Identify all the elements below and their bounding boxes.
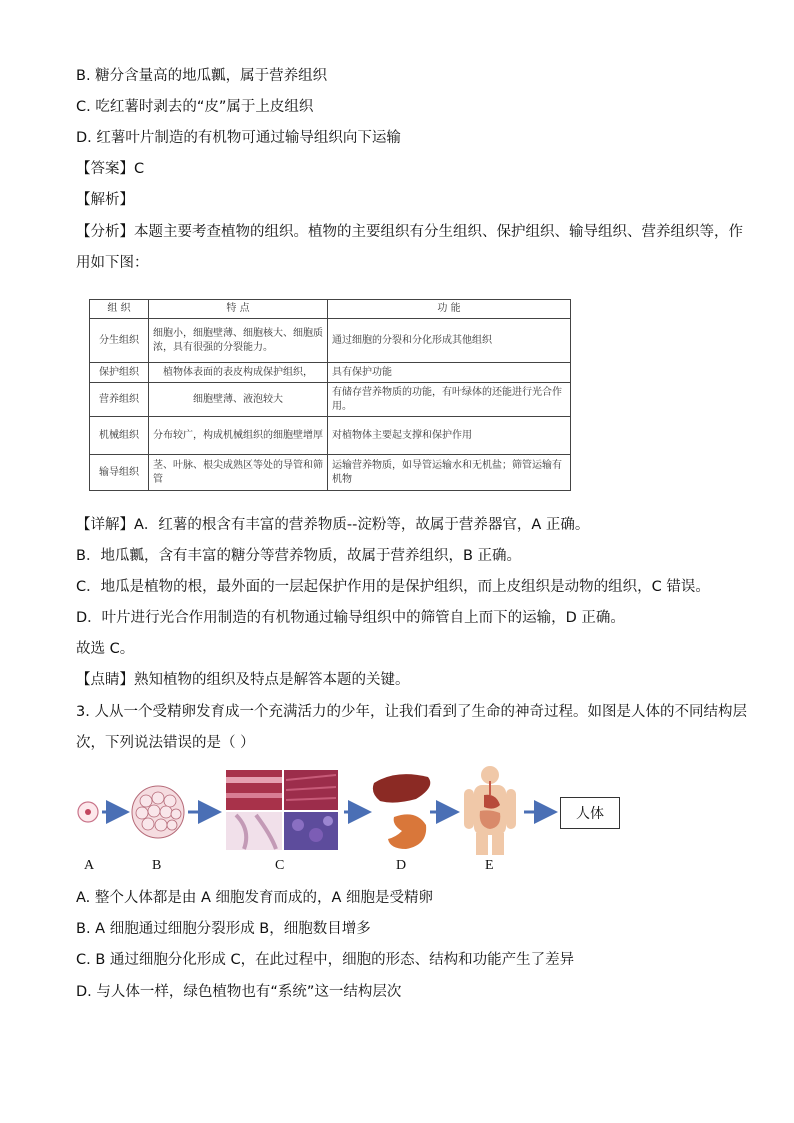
- table-row: [90, 455, 571, 491]
- analysis-line-1: 【分析】本题主要考查植物的组织。植物的主要组织有分生组织、保护组织、输导组织、营养组织等，作: [76, 224, 743, 240]
- table-cell: 机械组织: [90, 417, 149, 455]
- q3-option-d: D. 与人体一样，绿色植物也有“系统”这一结构层次: [76, 984, 402, 1000]
- label-b: B: [152, 858, 162, 873]
- q3-option-a: A. 整个人体都是由 A 细胞发育而成的，A 细胞是受精卵: [76, 890, 434, 906]
- option-d: D. 红薯叶片制造的有机物可通过输导组织向下运输: [76, 130, 401, 146]
- table-cell: 有储存营养物质的功能，有叶绿体的还能进行光合作用。: [328, 383, 571, 417]
- label-d: D: [396, 858, 407, 873]
- table-cell: 保护组织: [90, 363, 149, 383]
- table-cell: 植物体表面的表皮构成保护组织，: [149, 363, 328, 383]
- table-cell: 具有保护功能: [328, 363, 571, 383]
- cell-cluster: [132, 786, 184, 838]
- table-row: [90, 383, 571, 417]
- detail-c: C．地瓜是植物的根，最外面的一层起保护作用的是保护组织，而上皮组织是动物的组织，C 错误。: [76, 579, 710, 595]
- table-cell: 分布较广，构成机械组织的细胞壁增厚: [149, 417, 328, 455]
- detail-b: B．地瓜瓤，含有丰富的糖分等营养物质，故属于营养组织，B 正确。: [76, 548, 522, 564]
- table-cell: 对植物体主要起支撑和保护作用: [328, 417, 571, 455]
- structure-levels-diagram: [76, 765, 636, 875]
- table-header-feature: 特 点: [149, 300, 328, 319]
- detail-a: 【详解】A．红薯的根含有丰富的营养物质--淀粉等，故属于营养器官，A 正确。: [76, 517, 590, 533]
- table-cell: 细胞壁薄、液泡较大: [149, 383, 328, 417]
- table-header-function: 功 能: [328, 300, 571, 319]
- question-3-line-1: 3. 人从一个受精卵发育成一个充满活力的少年，让我们看到了生命的神奇过程。如图是人体的不同结构层: [76, 704, 747, 720]
- table-cell: 茎、叶脉、根尖成熟区等处的导管和筛管: [149, 455, 328, 491]
- detail-d: D．叶片进行光合作用制造的有机物通过输导组织中的筛管自上而下的运输，D 正确。: [76, 610, 625, 626]
- tissue-table: [89, 299, 571, 491]
- question-3-line-2: 次，下列说法错误的是（ ）: [76, 735, 255, 751]
- human-system-figure: [464, 766, 516, 855]
- table-cell: 通过细胞的分裂和分化形成其他组织: [328, 319, 571, 363]
- detail-choice: 故选 C。: [76, 641, 135, 657]
- human-body-box: 人体: [560, 797, 620, 829]
- tip: 【点睛】熟知植物的组织及特点是解答本题的关键。: [76, 672, 410, 688]
- label-e: E: [485, 858, 494, 873]
- analysis-title: 【解析】: [76, 192, 134, 208]
- analysis-line-2: 用如下图：: [76, 255, 149, 271]
- table-row: [90, 363, 571, 383]
- table-header-tissue: 组 织: [90, 300, 149, 319]
- q3-option-b: B. A 细胞通过细胞分裂形成 B，细胞数目增多: [76, 921, 371, 937]
- table-cell: 输导组织: [90, 455, 149, 491]
- table-row: [90, 417, 571, 455]
- table-cell: 运输营养物质，如导管运输水和无机盐；筛管运输有机物: [328, 455, 571, 491]
- q3-option-c: C. B 通过细胞分化形成 C，在此过程中，细胞的形态、结构和功能产生了差异: [76, 952, 575, 968]
- fertilized-egg-cell: [78, 802, 98, 822]
- label-c: C: [275, 858, 285, 873]
- organ-images: [373, 774, 430, 849]
- table-cell: 营养组织: [90, 383, 149, 417]
- table-cell: 分生组织: [90, 319, 149, 363]
- option-c: C. 吃红薯时剥去的“皮”属于上皮组织: [76, 99, 314, 115]
- label-a: A: [84, 858, 95, 873]
- answer: 【答案】C: [76, 161, 145, 177]
- table-cell: 细胞小，细胞壁薄、细胞核大、细胞质浓，具有很强的分裂能力。: [149, 319, 328, 363]
- table-row: [90, 319, 571, 363]
- option-b: B. 糖分含量高的地瓜瓤，属于营养组织: [76, 68, 328, 84]
- tissue-images: [226, 770, 338, 850]
